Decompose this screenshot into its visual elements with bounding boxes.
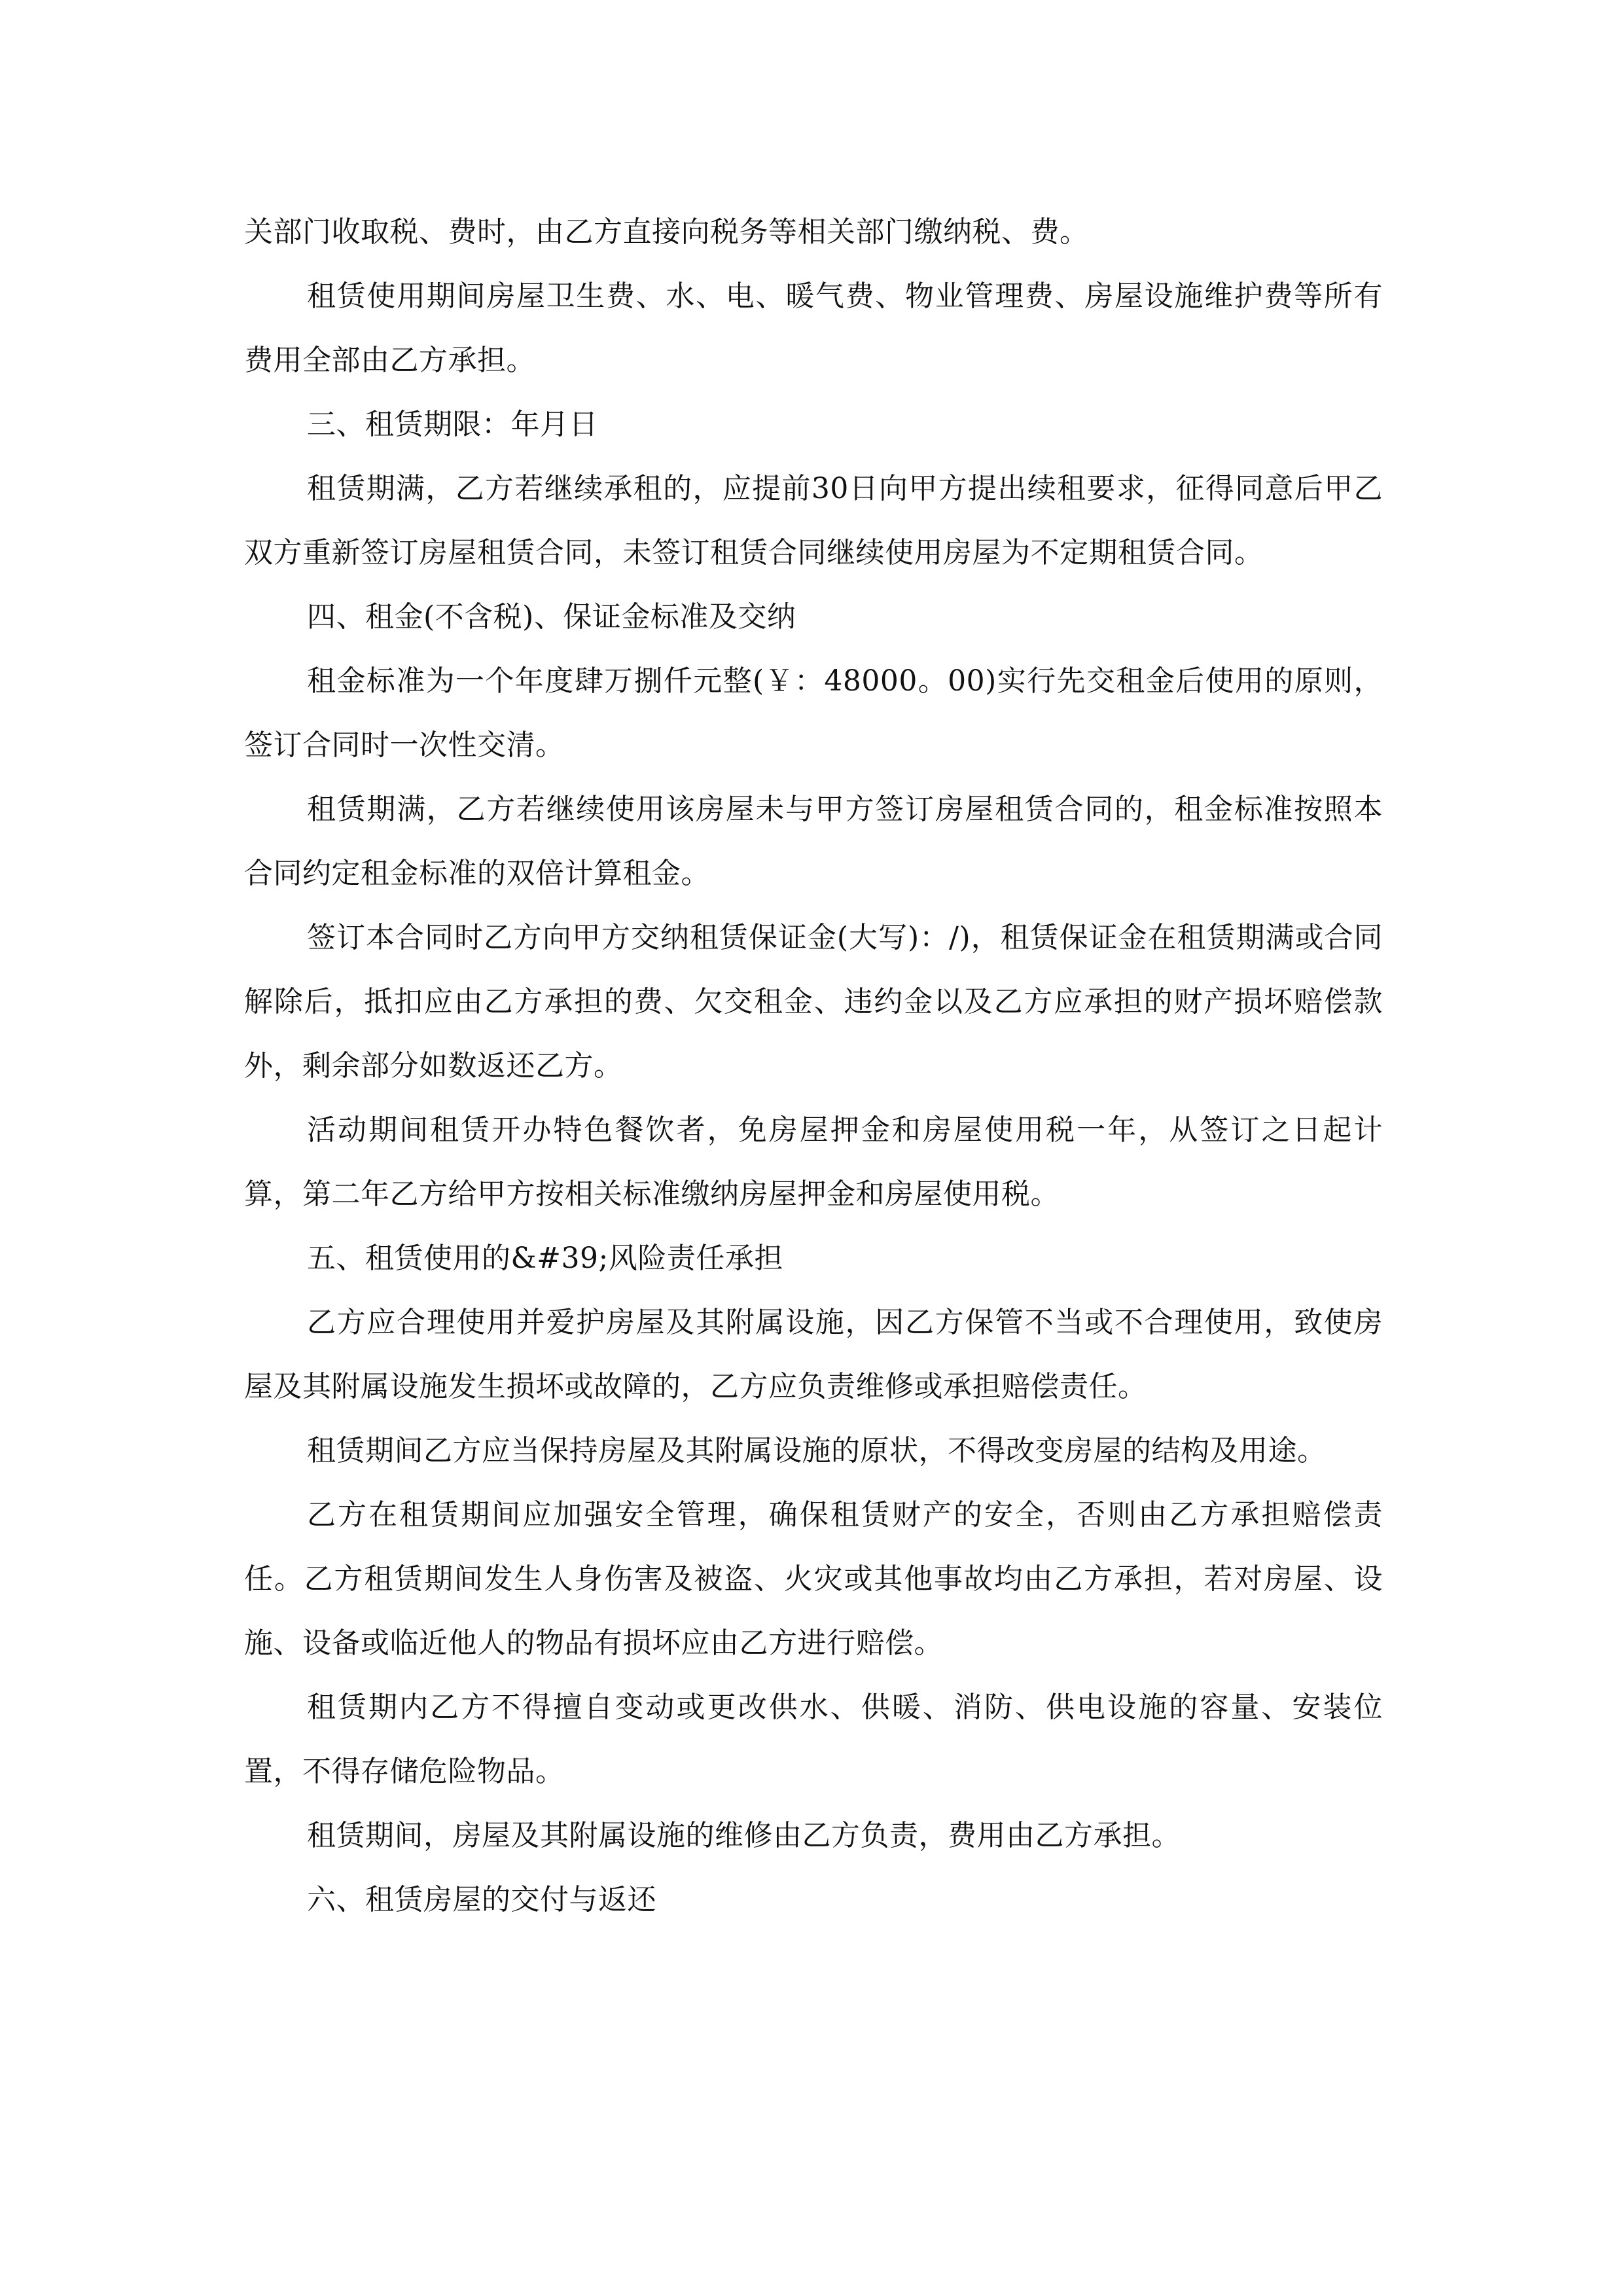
paragraph-security-deposit: 签订本合同时乙方向甲方交纳租赁保证金(大写)：/)，租赁保证金在租赁期满或合同解除后，抵扣应由乙方承担的费、欠交租金、违约金以及乙方应承担的财产损坏赔偿款外，剩余部分如数返还乙方。 [244,921,1383,1083]
paragraph-safety-management: 乙方在租赁期间应加强安全管理，确保租赁财产的安全，否则由乙方承担赔偿责任。乙方租赁期间发生人身伤害及被盗、火灾或其他事故均由乙方承担，若对房屋、设施、设备或临近他人的物品有损坏应由乙方进行赔偿。 [244,1498,1383,1660]
heading-risk-liability: 五、租赁使用的&#39;风险责任承担 [307,1242,783,1275]
paragraph-lease-renewal: 租赁期满，乙方若继续承租的，应提前30日向甲方提出续租要求，征得同意后甲乙双方重新签订房屋租赁合同，未签订租赁合同继续使用房屋为不定期租赁合同。 [244,472,1383,569]
paragraph-rent-standard: 租金标准为一个年度肆万捌仟元整(￥：48000。00)实行先交租金后使用的原则，签订合同时一次性交清。 [244,664,1383,762]
paragraph-proper-use: 乙方应合理使用并爱护房屋及其附属设施，因乙方保管不当或不合理使用，致使房屋及其附属设施发生损坏或故障的，乙方应负责维修或承担赔偿责任。 [244,1306,1383,1403]
paragraph-double-rent: 租赁期满，乙方若继续使用该房屋未与甲方签订房屋租赁合同的，租金标准按照本合同约定租金标准的双倍计算租金。 [244,793,1383,890]
paragraph-tax-continuation: 关部门收取税、费时，由乙方直接向税务等相关部门缴纳税、费。 [244,215,1089,249]
document-body [244,200,1383,1932]
paragraph-facility-changes: 租赁期内乙方不得擅自变动或更改供水、供暖、消防、供电设施的容量、安装位置，不得存储危险物品。 [244,1691,1383,1788]
paragraph-catering-exemption: 活动期间租赁开办特色餐饮者，免房屋押金和房屋使用税一年，从签订之日起计算，第二年乙方给甲方按相关标准缴纳房屋押金和房屋使用税。 [244,1113,1383,1211]
paragraph-fees: 租赁使用期间房屋卫生费、水、电、暖气费、物业管理费、房屋设施维护费等所有费用全部由乙方承担。 [244,279,1383,377]
heading-lease-term: 三、租赁期限：年月日 [307,408,598,441]
heading-delivery-return: 六、租赁房屋的交付与返还 [307,1883,656,1916]
paragraph-original-state: 租赁期间乙方应当保持房屋及其附属设施的原状，不得改变房屋的结构及用途。 [307,1434,1327,1467]
paragraph-maintenance: 租赁期间，房屋及其附属设施的维修由乙方负责，费用由乙方承担。 [307,1819,1181,1852]
heading-rent-deposit: 四、租金(不含税)、保证金标准及交纳 [307,600,796,634]
